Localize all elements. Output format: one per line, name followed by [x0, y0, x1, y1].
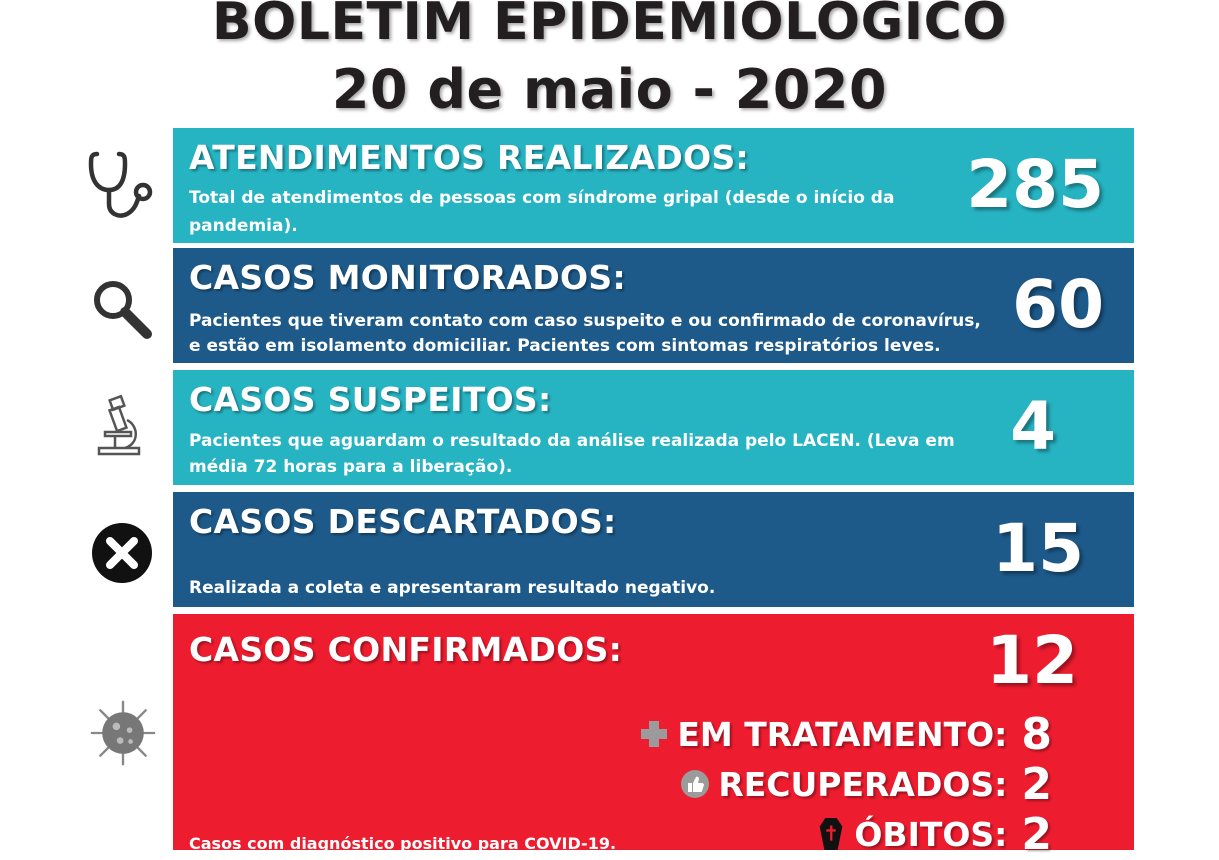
plus-icon	[639, 717, 669, 751]
virus-icon	[88, 698, 158, 768]
panel-heading: CASOS SUSPEITOS:	[189, 380, 552, 419]
bulletin-title: BOLETIM EPIDEMIOLOGICO	[211, 0, 1007, 52]
close-circle-icon	[85, 516, 159, 590]
panel-confirmados	[173, 614, 1134, 860]
panel-suspeitos	[173, 370, 1134, 485]
panel-value: 285	[966, 146, 1104, 223]
panel-description-line1: Pacientes que aguardam o resultado da análise realizada pelo LACEN. (Leva em	[189, 431, 955, 451]
panel-description-line1: Realizada a coleta e apresentaram resultado negativo.	[189, 578, 716, 598]
panel-heading: CASOS CONFIRMADOS:	[189, 630, 623, 669]
panel-description-line2: pandemia).	[189, 216, 298, 236]
obitos-label: ÓBITOS:	[854, 814, 1008, 854]
panel-description-line2: e estão em isolamento domiciliar. Pacientes com sintomas respiratórios leves.	[189, 336, 941, 356]
coffin-icon	[816, 817, 846, 851]
bulletin-date: 20 de maio - 2020	[331, 58, 888, 121]
panel-description-line1: Total de atendimentos de pessoas com síndrome gripal (desde o início da	[189, 188, 895, 208]
recuperados-value: 2	[1021, 758, 1052, 810]
recuperados-row	[680, 758, 1052, 810]
confirmed-footnote: Casos com diagnóstico positivo para COVID-19.	[189, 834, 617, 853]
magnifier-icon	[85, 272, 159, 346]
panel-descartados	[173, 492, 1134, 607]
obitos-row	[816, 808, 1052, 860]
recuperados-label: RECUPERADOS:	[718, 764, 1008, 804]
obitos-value: 2	[1021, 808, 1052, 860]
panel-heading: CASOS MONITORADOS:	[189, 258, 626, 297]
panel-description-line1: Pacientes que tiveram contato com caso suspeito e ou confirmado de coronavírus,	[189, 311, 981, 331]
stethoscope-icon	[85, 148, 159, 222]
em-tratamento-value: 8	[1021, 708, 1052, 760]
em-tratamento-label: EM TRATAMENTO:	[677, 714, 1008, 754]
thumbs-up-icon	[680, 767, 710, 801]
panel-value: 12	[986, 622, 1078, 699]
microscope-icon	[85, 392, 159, 466]
panel-heading: CASOS DESCARTADOS:	[189, 502, 617, 541]
panel-description-line2: média 72 horas para a liberação).	[189, 457, 513, 477]
panel-value: 15	[992, 510, 1084, 587]
panel-value: 60	[1012, 266, 1104, 343]
panel-atendimentos	[173, 128, 1134, 243]
panel-monitorados	[173, 248, 1134, 363]
panel-value: 4	[1010, 388, 1056, 465]
em-tratamento-row	[639, 708, 1052, 760]
panel-heading: ATENDIMENTOS REALIZADOS:	[189, 138, 750, 177]
